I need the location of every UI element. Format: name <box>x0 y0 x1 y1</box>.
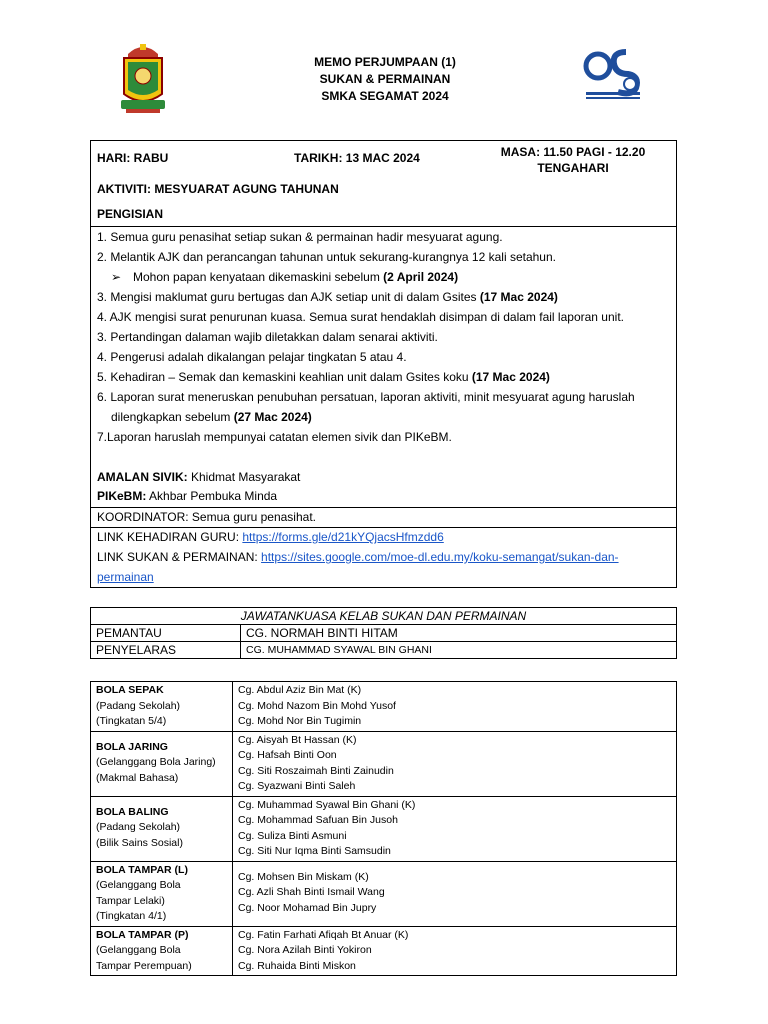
unit-detail: (Tingkatan 4/1) <box>96 910 167 922</box>
member-name: Cg. Suliza Binti Asmuni <box>238 829 347 842</box>
agenda-item <box>97 370 550 384</box>
memo-title-line: MEMO PERJUMPAAN (1) <box>314 55 456 69</box>
deadline: (27 Mac 2024) <box>233 410 312 424</box>
school-crest-logo <box>118 42 168 114</box>
member-name: Cg. Syazwani Binti Saleh <box>238 780 356 792</box>
members-cell <box>233 731 677 796</box>
deadline: (17 Mac 2024) <box>471 370 550 384</box>
table-row <box>91 682 677 732</box>
role-cell: PENYELARAS <box>91 642 241 659</box>
agenda-item <box>97 290 558 304</box>
koordinator: KOORDINATOR: Semua guru penasihat. <box>97 510 316 524</box>
unit-name: BOLA BALING <box>96 805 169 818</box>
kehadiran-guru-link[interactable]: https://forms.gle/d21kYQjacsHfmzdd6 <box>242 530 444 544</box>
deadline: (17 Mac 2024) <box>479 290 558 304</box>
agenda-item: 1. Semua guru penasihat setiap sukan & permainan hadir mesyuarat agung. <box>97 230 503 244</box>
amalan-sivik-label: AMALAN SIVIK: <box>97 470 188 484</box>
divider <box>91 527 676 528</box>
unit-detail: (Gelanggang Bola <box>96 944 181 956</box>
member-name: Cg. Fatin Farhati Afiqah Bt Anuar (K) <box>238 928 409 941</box>
tarikh-label: TARIKH: 13 MAC 2024 <box>294 151 420 165</box>
unit-cell <box>91 731 233 796</box>
link-sukan-permainan-continuation <box>97 570 154 584</box>
link-label: LINK KEHADIRAN GURU: <box>97 530 243 544</box>
table-row <box>91 861 677 926</box>
unit-detail: (Gelanggang Bola <box>96 879 181 891</box>
amalan-sivik-value: Khidmat Masyarakat <box>187 470 301 484</box>
member-name: Cg. Mohammad Safuan Bin Jusoh <box>238 814 398 826</box>
member-name: Cg. Hafsah Binti Oon <box>238 749 337 761</box>
unit-name: BOLA TAMPAR (L) <box>96 863 188 876</box>
members-cell <box>233 682 677 732</box>
member-name: Cg. Nora Azilah Binti Yokiron <box>238 944 372 956</box>
divider <box>91 226 676 227</box>
agenda-item: 4. AJK mengisi surat penurunan kuasa. Semua surat hendaklah disimpan di dalam fail laporan unit. <box>97 310 624 324</box>
jawatankuasa-table <box>90 607 677 659</box>
pikebm-label: PIKeBM: <box>97 489 147 503</box>
aktiviti-label: AKTIVITI: MESYUARAT AGUNG TAHUNAN <box>97 182 339 196</box>
member-name: Cg. Siti Roszaimah Binti Zainudin <box>238 764 394 777</box>
unit-cell <box>91 682 233 732</box>
member-name: Cg. Siti Nur Iqma Binti Samsudin <box>238 845 391 857</box>
pikebm <box>97 489 277 503</box>
unit-name: BOLA JARING <box>96 740 168 753</box>
unit-assignment-table <box>90 681 677 976</box>
unit-name: BOLA TAMPAR (P) <box>96 928 189 941</box>
member-name: Cg. Azli Shah Binti Ismail Wang <box>238 886 385 898</box>
sukan-permainan-link[interactable]: https://sites.google.com/moe-dl.edu.my/koku-semangat/sukan-dan- <box>261 550 619 564</box>
unit-detail: (Padang Sekolah) <box>96 821 181 833</box>
agenda-item: 4. Pengerusi adalah dikalangan pelajar tingkatan 5 atau 4. <box>97 350 407 364</box>
agenda-item: 3. Pertandingan dalaman wajib diletakkan dalam senarai aktiviti. <box>97 330 438 344</box>
agenda-text: Mohon papan kenyataan dikemaskini sebelum <box>133 270 384 284</box>
name-cell: CG. MUHAMMAD SYAWAL BIN GHANI <box>241 642 677 659</box>
member-name: Cg. Noor Mohamad Bin Jupry <box>238 901 377 914</box>
agenda-text: 3. Mengisi maklumat guru bertugas dan AJK setiap unit di dalam Gsites <box>97 290 480 304</box>
member-name: Cg. Mohd Nazom Bin Mohd Yusof <box>238 699 396 712</box>
member-name: Cg. Abdul Aziz Bin Mat (K) <box>238 684 362 696</box>
unit-detail: (Makmal Bahasa) <box>96 771 179 784</box>
member-name: Cg. Aisyah Bt Hassan (K) <box>238 733 357 746</box>
amalan-sivik <box>97 470 300 484</box>
sukan-permainan-link[interactable]: permainan <box>97 570 154 584</box>
unit-detail: (Gelanggang Bola Jaring) <box>96 756 216 768</box>
agenda-text: dilengkapkan sebelum <box>111 410 234 424</box>
sports-logo <box>582 44 644 104</box>
table-row <box>91 608 677 625</box>
unit-name: BOLA SEPAK <box>96 684 164 696</box>
unit-detail: (Bilik Sains Sosial) <box>96 836 183 849</box>
divider <box>91 507 676 508</box>
table-row <box>91 796 677 861</box>
link-sukan-permainan <box>97 550 619 564</box>
hari-label: HARI: RABU <box>97 151 169 165</box>
unit-detail: (Tingkatan 5/4) <box>96 715 167 727</box>
agenda-item: 2. Melantik AJK dan perancangan tahunan untuk sekurang-kurangnya 12 kali setahun. <box>97 250 556 264</box>
agenda-subitem <box>111 270 458 284</box>
memo-title-line: SUKAN & PERMAINAN <box>319 72 451 86</box>
table-row <box>91 642 677 659</box>
agenda-item-continuation <box>111 410 312 424</box>
unit-cell <box>91 796 233 861</box>
masa-label <box>473 144 673 176</box>
agenda-text: 5. Kehadiran – Semak dan kemaskini keahlian unit dalam Gsites koku <box>97 370 472 384</box>
unit-detail: (Padang Sekolah) <box>96 699 181 712</box>
unit-cell <box>91 926 233 976</box>
memo-details-box <box>90 140 677 588</box>
pengisian-label: PENGISIAN <box>97 207 164 221</box>
members-cell <box>233 796 677 861</box>
member-name: Cg. Mohsen Bin Miskam (K) <box>238 870 369 883</box>
masa-line: MASA: 11.50 PAGI - 12.20 <box>500 145 646 159</box>
masa-line: TENGAHARI <box>537 161 609 175</box>
table-row <box>91 731 677 796</box>
member-name: Cg. Mohd Nor Bin Tugimin <box>238 715 362 727</box>
memo-title-line: SMKA SEGAMAT 2024 <box>321 89 449 103</box>
jawatankuasa-heading: JAWATANKUASA KELAB SUKAN DAN PERMAINAN <box>91 608 677 625</box>
agenda-item: 7.Laporan haruslah mempunyai catatan elemen sivik dan PIKeBM. <box>97 430 452 444</box>
arrow-bullet-icon: ➢ <box>111 270 122 284</box>
name-cell: CG. NORMAH BINTI HITAM <box>241 625 677 642</box>
agenda-item: 6. Laporan surat meneruskan penubuhan persatuan, laporan aktiviti, minit mesyuarat agung haruslah <box>97 390 635 404</box>
table-row <box>91 625 677 642</box>
member-name: Cg. Muhammad Syawal Bin Ghani (K) <box>238 798 416 811</box>
unit-detail: Tampar Lelaki) <box>96 894 165 907</box>
link-label: LINK SUKAN & PERMAINAN: <box>97 550 262 564</box>
memo-title <box>230 54 540 105</box>
members-cell <box>233 926 677 976</box>
deadline: (2 April 2024) <box>383 270 459 284</box>
table-row <box>91 926 677 976</box>
unit-cell <box>91 861 233 926</box>
role-cell: PEMANTAU <box>91 625 241 642</box>
link-kehadiran-guru <box>97 530 444 544</box>
unit-detail: Tampar Perempuan) <box>96 959 192 972</box>
pikebm-value: Akhbar Pembuka Minda <box>146 489 278 503</box>
members-cell <box>233 861 677 926</box>
member-name: Cg. Ruhaida Binti Miskon <box>238 959 356 972</box>
